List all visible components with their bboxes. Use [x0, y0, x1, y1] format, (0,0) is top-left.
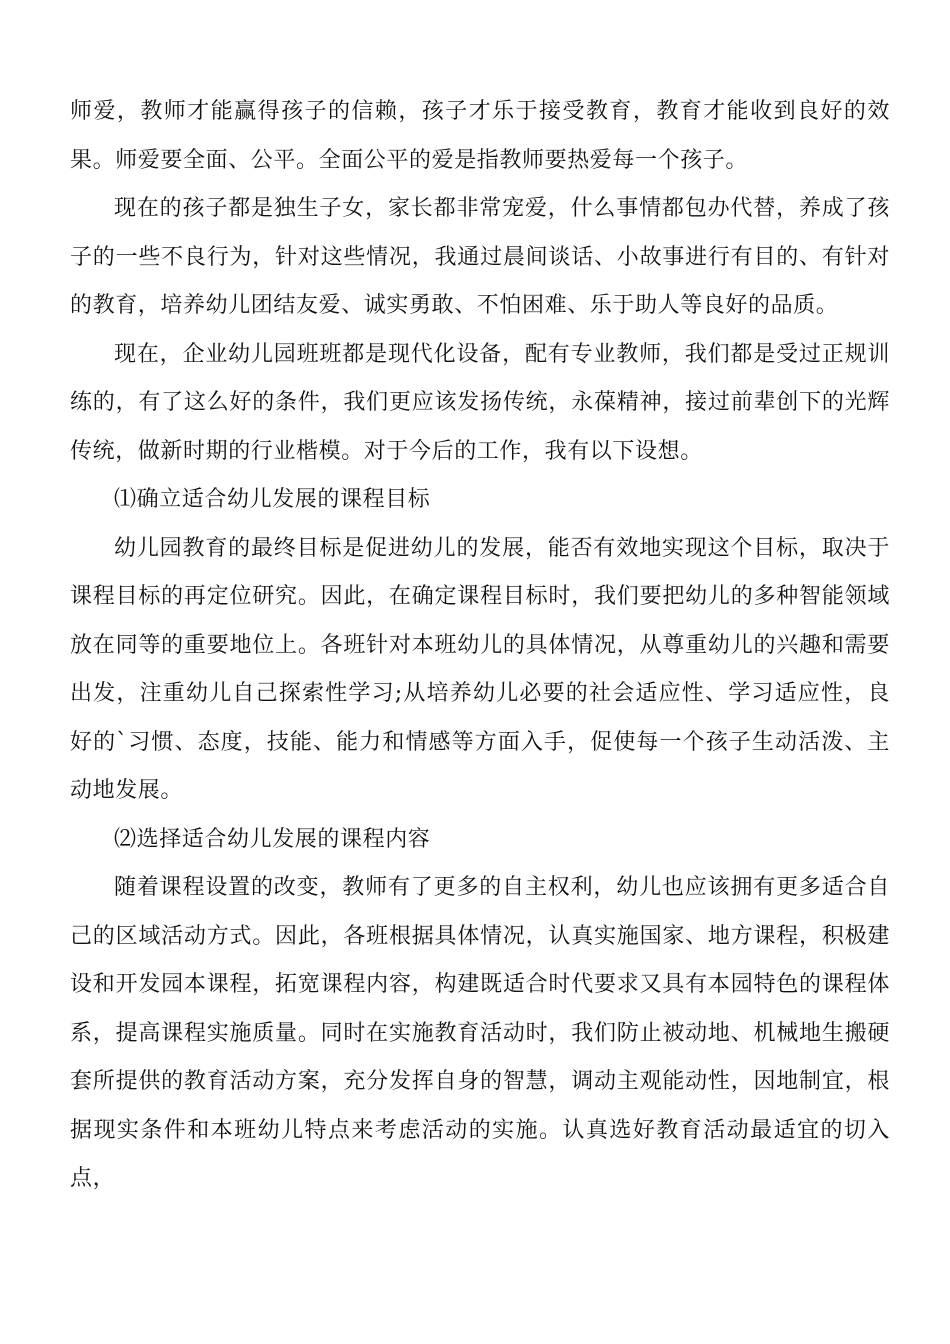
- section-heading-1: ⑴确立适合幼儿发展的课程目标: [114, 487, 431, 512]
- paragraph-4: 幼儿园教育的最终目标是促进幼儿的发展，能否有效地实现这个目标，取决于课程目标的再定位研究。因此，在确定课程目标时，我们要把幼儿的多种智能领域放在同等的重要地位上。各班针对本班幼儿的具体情况，从尊重幼儿的兴趣和需要出发，注重幼儿自己探索性学习;从培养幼儿必要的社会适应性、学习适应性，良好的`习惯、态度，技能、能力和情感等方面入手，促使每一个孩子生动活泼、主动地发展。: [70, 535, 890, 803]
- paragraph-2: 现在的孩子都是独生子女，家长都非常宠爱，什么事情都包办代替，养成了孩子的一些不良行为，针对这些情况，我通过晨间谈话、小故事进行有目的、有针对的教育，培养幼儿团结友爱、诚实勇敢、不怕困难、乐于助人等良好的品质。: [70, 196, 890, 318]
- paragraph-5: 随着课程设置的改变，教师有了更多的自主权利，幼儿也应该拥有更多适合自己的区域活动方式。因此，各班根据具体情况，认真实施国家、地方课程，积极建设和开发园本课程，拓宽课程内容，构建既适合时代要求又具有本园特色的课程体系，提高课程实施质量。同时在实施教育活动时，我们防止被动地、机械地生搬硬套所提供的教育活动方案，充分发挥自身的智慧，调动主观能动性，因地制宜，根据现实条件和本班幼儿特点来考虑活动的实施。认真选好教育活动最适宜的切入点，: [70, 875, 890, 1191]
- paragraph-3: 现在，企业幼儿园班班都是现代化设备，配有专业教师，我们都是受过正规训练的，有了这么好的条件，我们更应该发扬传统，永葆精神，接过前辈创下的光辉传统，做新时期的行业楷模。对于今后的工作，我有以下设想。: [70, 341, 890, 464]
- section-heading-2: ⑵选择适合幼儿发展的课程内容: [114, 826, 431, 852]
- paragraph-1: 师爱，教师才能赢得孩子的信赖，孩子才乐于接受教育，教育才能收到良好的效果。师爱要全面、公平。全面公平的爱是指教师要热爱每一个孩子。: [70, 99, 890, 173]
- document-body: [70, 88, 890, 1204]
